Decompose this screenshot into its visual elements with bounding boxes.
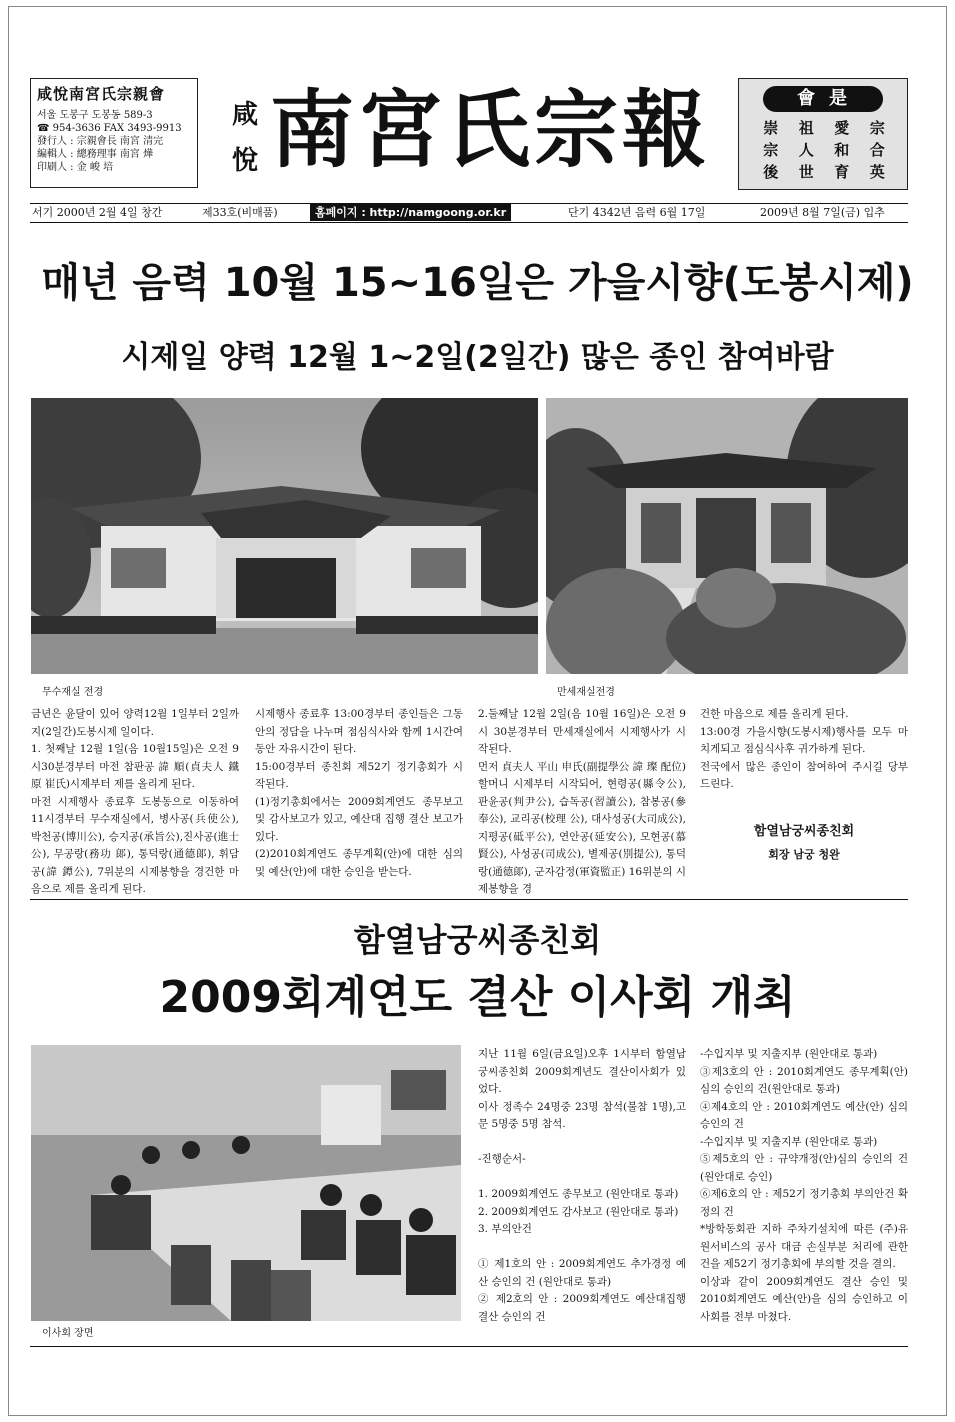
founded-date: 서기 2000년 2월 4일 창간	[32, 206, 163, 219]
motto-char: 合	[869, 141, 885, 159]
article1-column-4	[700, 706, 908, 794]
publisher-name: 咸悅南宮氏宗親會	[37, 85, 166, 103]
motto-char: 宗	[763, 141, 779, 159]
issue-date: 2009년 8월 7일(금) 입추	[760, 206, 885, 219]
board-meeting-illustration	[31, 1045, 461, 1321]
manse-jaesil-illustration	[546, 398, 908, 674]
article1-headline: 매년 음력 10월 15~16일은 가을시향(도봉시제)	[41, 260, 914, 306]
paragraph: ① 제1호의 안 : 2009회계연도 추가경정 예산 승인의 건 (원안대로 통과)	[478, 1258, 686, 1288]
paragraph: -수입지부 및 지출지부 (원안대로 통과)	[700, 1048, 878, 1060]
motto-char: 人	[798, 141, 814, 159]
publisher-editor: 編輯人 : 總務理事 南宮 燁	[37, 149, 154, 160]
paragraph: 3. 부의안건	[478, 1223, 532, 1235]
musu-jaesil-illustration	[31, 398, 538, 674]
photo1-caption: 무수재실 전경	[42, 687, 104, 698]
paragraph: 금년은 윤달이 있어 양력12월 1일부터 2일까지(2일간)도봉시제 일이다.	[31, 708, 239, 738]
board-meeting-photo	[31, 1045, 461, 1321]
signature-name: 회장 남궁 청완	[768, 848, 840, 861]
paragraph: 2. 2009회계연도 감사보고 (원안대로 통과)	[478, 1205, 679, 1218]
masthead-subtitle	[232, 92, 258, 184]
paragraph	[478, 1169, 686, 1187]
article1-column-1	[31, 706, 239, 899]
signature-org: 함열남궁씨종친회	[753, 824, 855, 839]
motto-char: 世	[798, 163, 814, 181]
motto-char: 和	[834, 141, 850, 159]
manse-jaesil-photo	[546, 398, 908, 674]
lunar-date: 단기 4342년 음력 6월 17일	[568, 206, 706, 219]
motto-grid	[753, 119, 895, 182]
paragraph: 이사 정족수 24명중 23명 참석(불참 1명),고문 5명중 5명 참석.	[478, 1100, 686, 1130]
paragraph: 1. 2009회계연도 종무보고 (원안대로 통과)	[478, 1188, 679, 1200]
article1-subheadline: 시제일 양력 12월 1~2일(2일간) 많은 종인 참여바람	[121, 340, 834, 375]
paragraph: *방학동회관 지하 주차기설치에 따른 (주)유원서비스의 공사 대금 손실부분 처리에 관한건을 제52기 정기총회에 부의할 것을 결의.	[700, 1223, 908, 1270]
paragraph: ② 제2호의 안 : 2009회계연도 예산대집행 결산 승인의 건	[478, 1293, 686, 1323]
paragraph: 마전 시제행사 종료후 도봉동으로 이동하여 11시경부터 무수재실에서, 병사공(兵使公), 박천공(博川公), 승지공(承旨公),진사공(進士公), 무공랑(務功 郞), 통덕랑(通德郞), 휘담공(諱 鐔公), 7위분의 시제봉향을 경건한 마음으로 제를 올리게 된다.	[31, 795, 239, 895]
paragraph: 먼저 貞夫人 平山 申氏(副提學公 諱 璨 配位)할머니 시제부터 시작되어, 현령공(縣令公), 판윤공(判尹公), 습독공(習讀公), 참봉공(參奉公), 교리공(校理 公), 대사성공(大司成公), 지평공(砥平公), 연안공(延安公), 모현공(慕賢公), 사성공(司成公), 별제공(別提公), 통덕랑(通德郞), 군자감정(軍資監正) 16위분의 시제봉향을 경	[478, 760, 686, 895]
article2-column-2	[700, 1046, 908, 1326]
article2-org: 함열남궁씨종친회	[353, 921, 602, 959]
article1-column-3	[478, 706, 686, 899]
paragraph: 지난 11월 6일(금요일)오후 1시부터 함열남궁씨종친회 2009회계년도 결산이사회가 있었다.	[478, 1048, 686, 1095]
paragraph: (2)2010회계연도 종무계획(안)에 대한 심의 및 예산(안)에 대한 승인을 받는다.	[255, 848, 463, 878]
paragraph: 이상과 같이 2009회계연도 결산 승인 및 2010회계연도 예산(안)을 심의 승인하고 이사회를 전부 마쳤다.	[700, 1275, 908, 1323]
paragraph: 시제행사 종료후 13:00경부터 종인들은 그동안의 정담을 나누며 점심식사와 함께 1시간여 동안 자유시간이 된다.	[255, 708, 463, 755]
paragraph: ⑥제6호의 안 : 제52기 정기총회 부의안건 확정의 건	[700, 1188, 908, 1218]
section-divider	[30, 899, 908, 900]
paragraph	[478, 1239, 686, 1257]
paragraph: -진행순서-	[478, 1153, 526, 1165]
motto-char: 祖	[798, 119, 814, 137]
motto-char: 宗	[869, 119, 885, 137]
motto-char: 育	[834, 163, 850, 181]
publisher-address: 서울 도봉구 도봉동 589-3	[37, 110, 153, 121]
paragraph: ③제3호의 안 : 2010회계연도 종무계획(안) 심의 승인의 건(원안대로 통과)	[700, 1065, 908, 1095]
masthead-subtitle-bottom: 悅	[232, 146, 259, 176]
paragraph: (1)정기총회에서는 2009회계연도 종무보고 및 감사보고가 있고, 예산대 집행 결산 보고가 있다.	[255, 795, 463, 843]
paragraph: 15:00경부터 종친회 제52기 정기총회가 시작된다.	[255, 760, 463, 790]
paragraph: ④제4호의 안 : 2010회계연도 예산(안) 심의 승인의 건	[700, 1100, 908, 1130]
photo2-caption: 만세재실전경	[557, 687, 615, 698]
paragraph	[478, 1134, 686, 1152]
homepage-link[interactable]: 홈페이지 : http://namgoong.or.kr	[310, 204, 511, 221]
article1-column-2	[255, 706, 463, 881]
motto-char: 愛	[834, 119, 850, 137]
publisher-box	[30, 78, 198, 188]
paragraph: ⑤제5호의 안 : 규약개정(안)심의 승인의 건 (원안대로 승인)	[700, 1153, 908, 1183]
motto-box	[738, 78, 908, 190]
issue-number: 제33호(비매품)	[202, 206, 278, 219]
article2-column-1	[478, 1046, 686, 1326]
motto-label: 會是	[763, 86, 883, 112]
motto-char: 英	[869, 163, 885, 181]
article2-headline: 2009회계연도 결산 이사회 개최	[159, 972, 796, 1023]
paragraph: 건한 마음으로 제를 올리게 된다.	[700, 708, 849, 720]
paragraph: 13:00경 가을시향(도봉시제)행사를 모두 마치게되고 점심식사후 귀가하게 된다.	[700, 725, 908, 755]
motto-char: 崇	[763, 119, 779, 137]
publisher-printer: 印刷人 : 金 峻 培	[37, 162, 114, 173]
masthead-subtitle-top: 咸	[232, 100, 259, 130]
publisher-phone: ☎ 954-3636 FAX 3493-9913	[37, 123, 182, 134]
paragraph: 1. 첫째날 12월 1일(음 10월15일)은 오전 9시30분경부터 마전 참판공 諱 順(貞夫人 鐵原 崔氏)시제부터 제를 올리게 된다.	[31, 743, 239, 790]
publisher-issuer: 發行人 : 宗親會長 南宮 清完	[37, 136, 164, 147]
paragraph: 전국에서 많은 종인이 참여하여 주시길 당부드린다.	[700, 760, 908, 790]
musu-jaesil-photo	[31, 398, 538, 674]
info-bar	[30, 203, 908, 223]
paragraph: -수입지부 및 지출지부 (원안대로 통과)	[700, 1135, 878, 1148]
masthead-title: 南宮氏宗報	[270, 80, 711, 179]
bottom-divider	[30, 1346, 908, 1347]
paragraph: 2.둘째날 12월 2일(음 10월 16일)은 오전 9시 30분경부터 만세재실에서 시제행사가 시작된다.	[478, 708, 686, 755]
motto-char: 後	[763, 163, 779, 181]
board-meeting-caption: 이사회 장면	[42, 1328, 94, 1339]
